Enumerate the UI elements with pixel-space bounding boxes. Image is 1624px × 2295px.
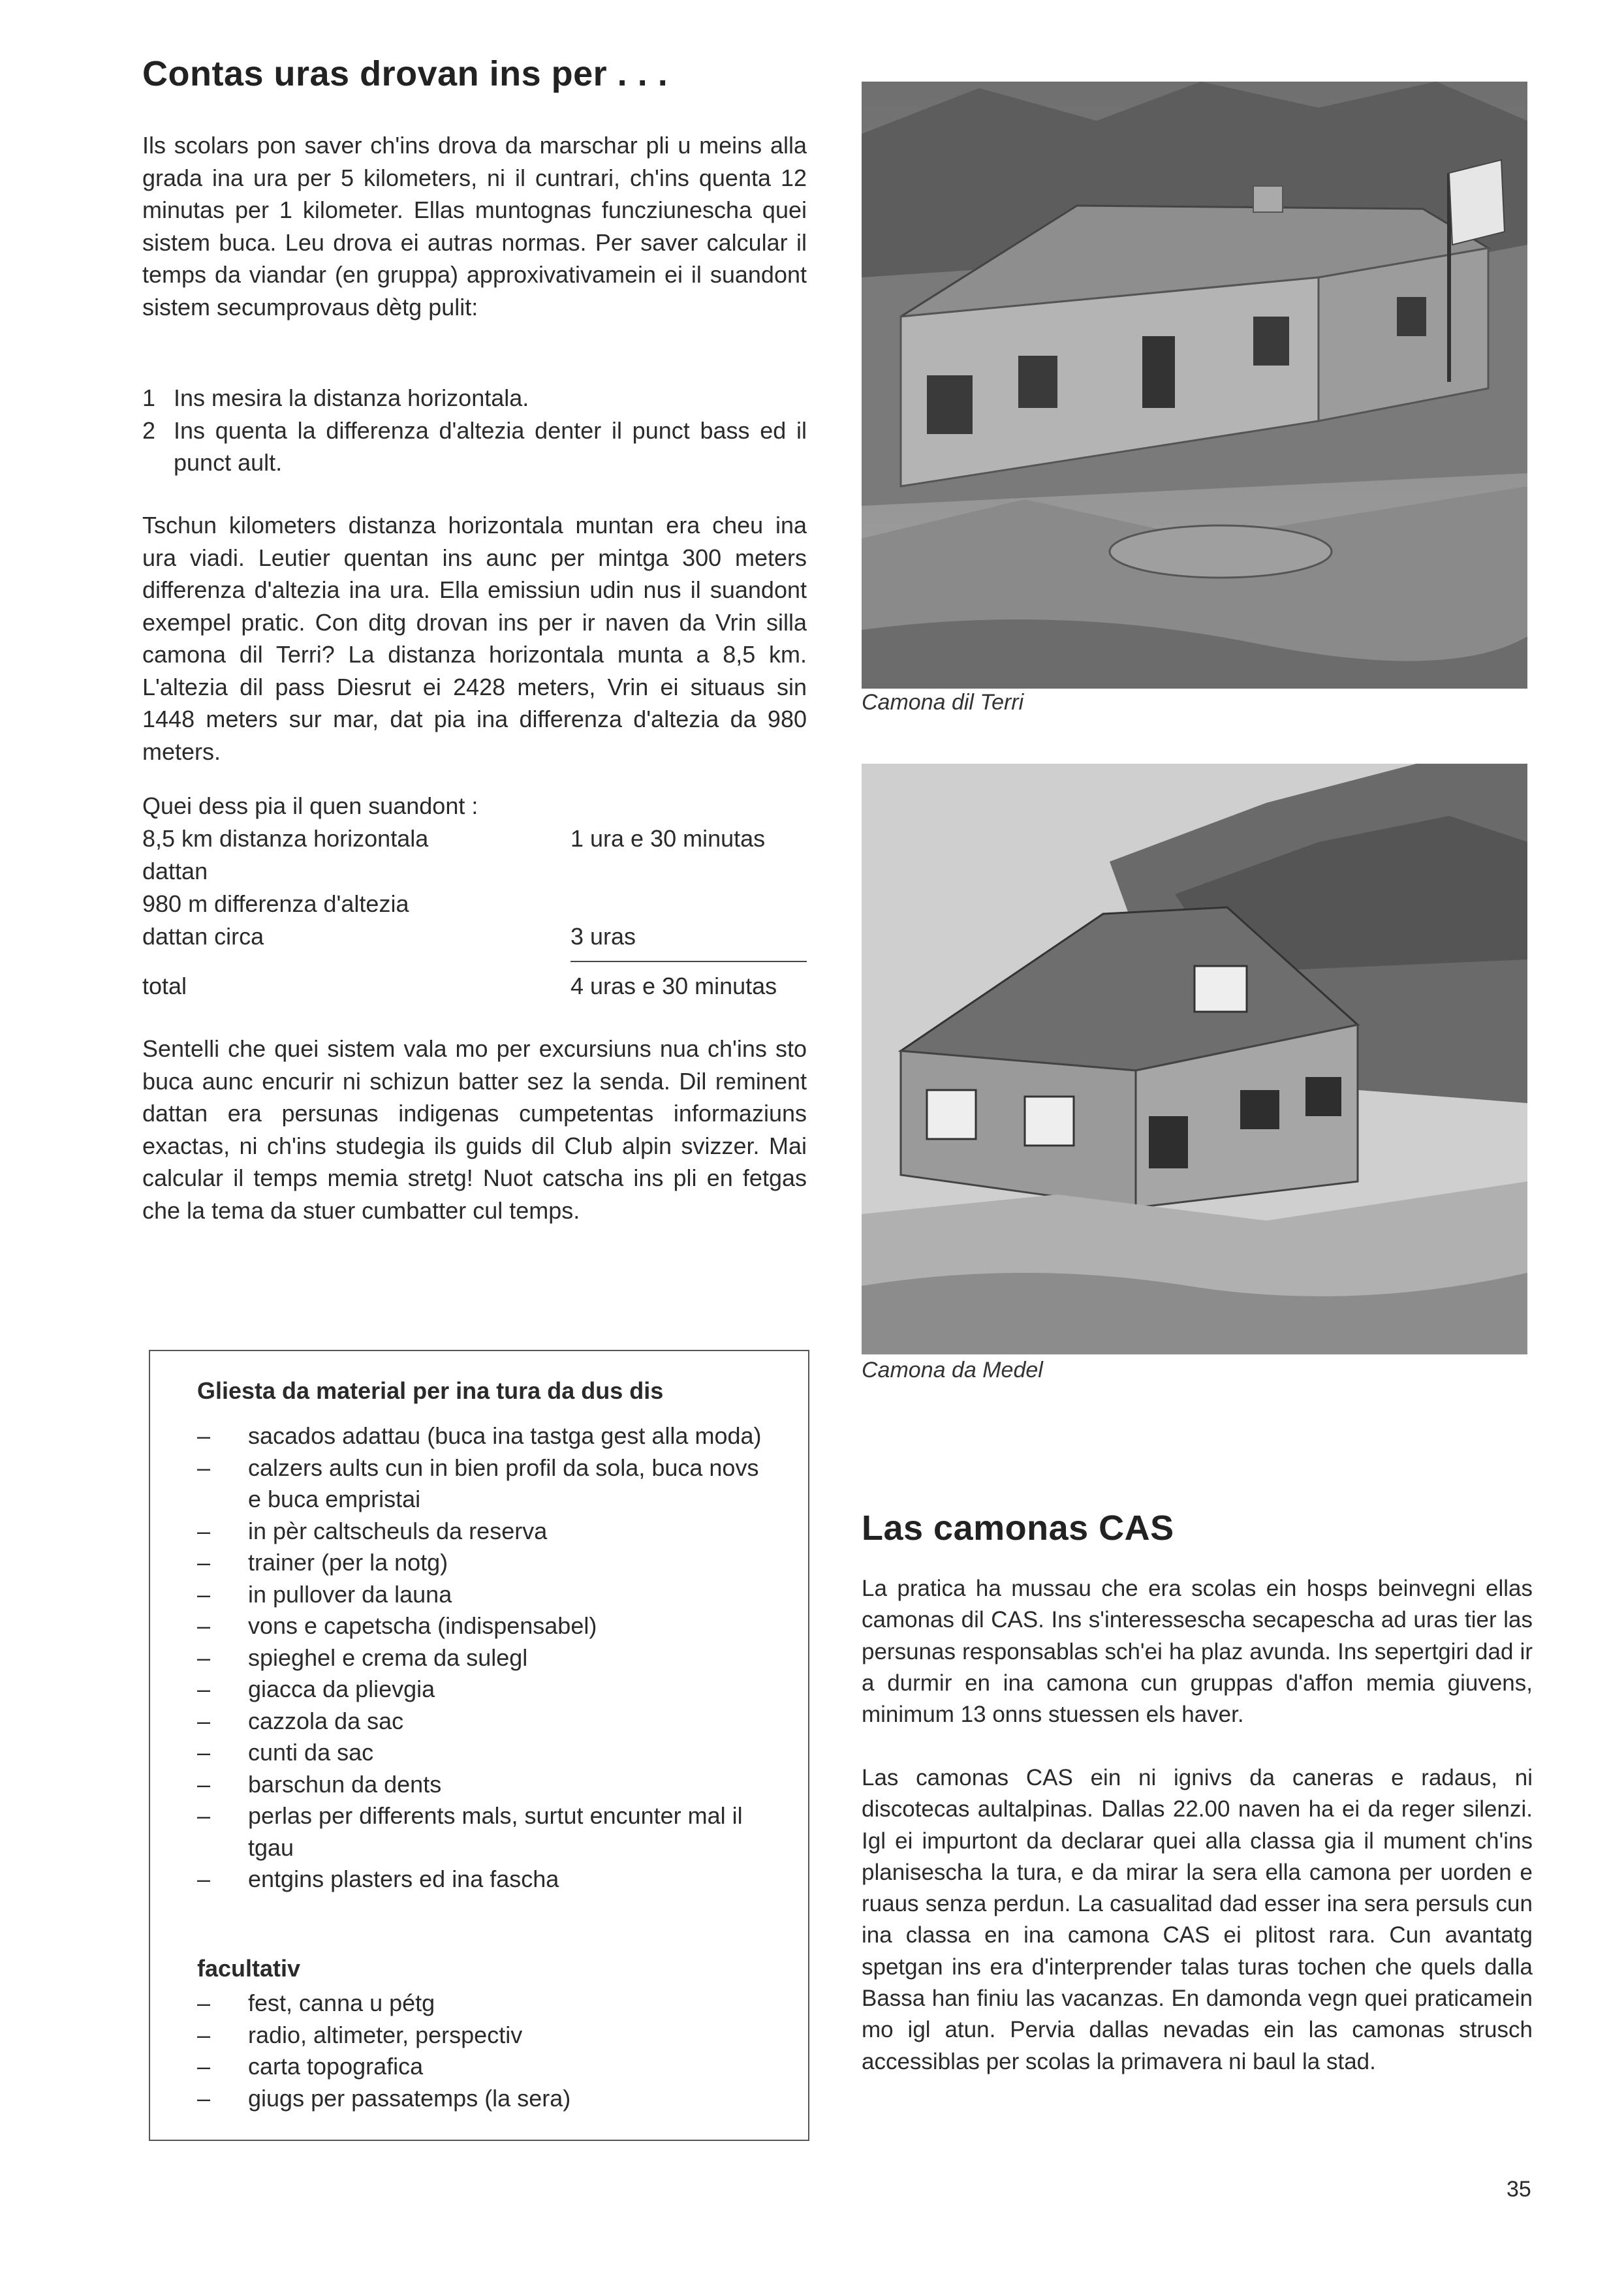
list-item: – barschun da dents xyxy=(197,1769,772,1801)
step-text: Ins mesira la distanza horizontala. xyxy=(174,384,529,411)
list-item: – carta topografica xyxy=(197,2051,772,2083)
calc-total-value: 4 uras e 30 minutas xyxy=(570,973,777,999)
section-title: Las camonas CAS xyxy=(862,1508,1174,1548)
steps-list xyxy=(142,382,807,479)
list-item: – cazzola da sac xyxy=(197,1706,772,1738)
list-item: – in pèr caltscheuls da reserva xyxy=(197,1516,772,1548)
list-item: – giacca da plievgia xyxy=(197,1674,772,1706)
optional-title: facultativ xyxy=(197,1955,301,1982)
article-title: Contas uras drovan ins per . . . xyxy=(142,54,668,93)
calc-intro: Quei dess pia il quen suandont : xyxy=(142,792,478,819)
list-item: – fest, canna u pétg xyxy=(197,1988,772,2020)
list-item: – cunti da sac xyxy=(197,1737,772,1769)
calc-total-label: total xyxy=(142,973,187,999)
step-number: 1 xyxy=(142,384,156,411)
material-list xyxy=(197,1420,772,1896)
calc-row2-label-cont: dattan circa xyxy=(142,923,264,950)
calc-row1-label-cont: dattan xyxy=(142,858,208,884)
example-paragraph: Tschun kilometers distanza horizontala muntan era cheu ina ura viadi. Leutier quentan ins aunc per mintga 300 meters differenza d'altezia ina ura. Ella emissiun udin nus il suandont exempel pratic. Con ditg drovan ins per ir naven da Vrin silla camona dil Terri? La distanza horizontala munta a 8,5 km. L'altezia dil pass Diesrut ei 2428 meters, Vrin ei situaus sin 1448 meters sur mar, dat pia ina differenza d'altezia da 980 meters. xyxy=(142,512,807,765)
list-item: – perlas per differents mals, surtut encunter mal il tgau xyxy=(197,1800,772,1864)
optional-list xyxy=(197,1988,772,2114)
step-item xyxy=(142,414,807,479)
step-item xyxy=(142,382,807,414)
caption-camona-dil-terri: Camona dil Terri xyxy=(862,690,1024,715)
list-item: – radio, altimeter, perspectiv xyxy=(197,2020,772,2052)
list-item: – vons e capetscha (indispensabel) xyxy=(197,1610,772,1642)
calc-total-rule xyxy=(570,961,807,962)
closing-paragraph: Sentelli che quei sistem vala mo per excursiuns nua ch'ins sto buca aunc encurir ni schizun batter sez la senda. Dil reminent dattan era persunas indigenas cumpetentas informaziuns exactas, ni ch'ins studegia ils guids dil Club alpin svizzer. Mai calcular il temps memia stretg! Nuot catscha ins pli en fetgas che la tema da stuer cumbatter cul temps. xyxy=(142,1035,807,1224)
intro-paragraph: Ils scolars pon saver ch'ins drova da marschar pli u meins alla grada ina ura per 5 kilometers, ni il cuntrari, ch'ins quenta 12 minutas per 1 kilometer. Ellas muntognas funcziunescha quei sistem buca. Leu drova ei autras normas. Per saver calcular il temps da viandar (en gruppa) approxivativamein ei il suandont sistem secumprovaus dètg pulit: xyxy=(142,132,807,320)
calc-row2-value: 3 uras xyxy=(570,923,636,950)
material-list-title: Gliesta da material per ina tura da dus dis xyxy=(197,1377,664,1404)
calculation-table xyxy=(142,822,807,1012)
calc-row2-label: 980 m differenza d'altezia xyxy=(142,890,409,917)
camonas-paragraph-2: Las camonas CAS ein ni ignivs da caneras e radaus, ni discotecas aultalpinas. Dallas 22.00 naven ha ei da reger silenzi. Igl ei impurtont da declarar quei alla classa gia il mument ch'ins planisescha la tura, e da mirar la sera ella camona per uorden e ruaus senza perdun. La casualitad dad esser ina sera persuls cun ina classa en ina camona CAS ei plitost rara. Cun avantatg spetgan ins era d'interprender talas turas tochen che quels dalla Bassa han finiu las vacanzas. En damonda vegn quei praticamein mo igl atun. Pervia dallas nevadas ein las camonas strusch accessiblas per scolas la primavera ni baul la stad. xyxy=(862,1765,1533,2074)
camonas-paragraph-1: La pratica ha mussau che era scolas ein hosps beinvegni ellas camonas dil CAS. Ins s'interessescha secapescha ad uras tier las persunas responsablas sch'ei ha plaz avunda. Ins sepertgiri dad ir a durmir en ina camona cun gruppas d'affon memia giuvens, minimum 13 onns stuessen els haver. xyxy=(862,1576,1533,1728)
step-number: 2 xyxy=(142,416,156,444)
material-list-box xyxy=(149,1350,809,2141)
list-item: – calzers aults cun in bien profil da sola, buca novs e buca empristai xyxy=(197,1452,772,1516)
list-item: – entgins plasters ed ina fascha xyxy=(197,1864,772,1896)
photo-camona-da-medel xyxy=(862,764,1527,1354)
list-item: – sacados adattau (buca ina tastga gest alla moda) xyxy=(197,1420,772,1452)
photo-camona-dil-terri xyxy=(862,82,1527,689)
list-item: – trainer (per la notg) xyxy=(197,1547,772,1579)
list-item: – giugs per passatemps (la sera) xyxy=(197,2083,772,2115)
caption-camona-da-medel: Camona da Medel xyxy=(862,1358,1043,1382)
list-item: – spieghel e crema da sulegl xyxy=(197,1642,772,1674)
calc-row1-value: 1 ura e 30 minutas xyxy=(570,825,766,852)
page-number: 35 xyxy=(1507,2177,1531,2202)
calc-row1-label: 8,5 km distanza horizontala xyxy=(142,825,429,852)
list-item: – in pullover da launa xyxy=(197,1579,772,1611)
step-text: Ins quenta la differenza d'altezia denter il punct bass ed il punct ault. xyxy=(174,416,807,476)
